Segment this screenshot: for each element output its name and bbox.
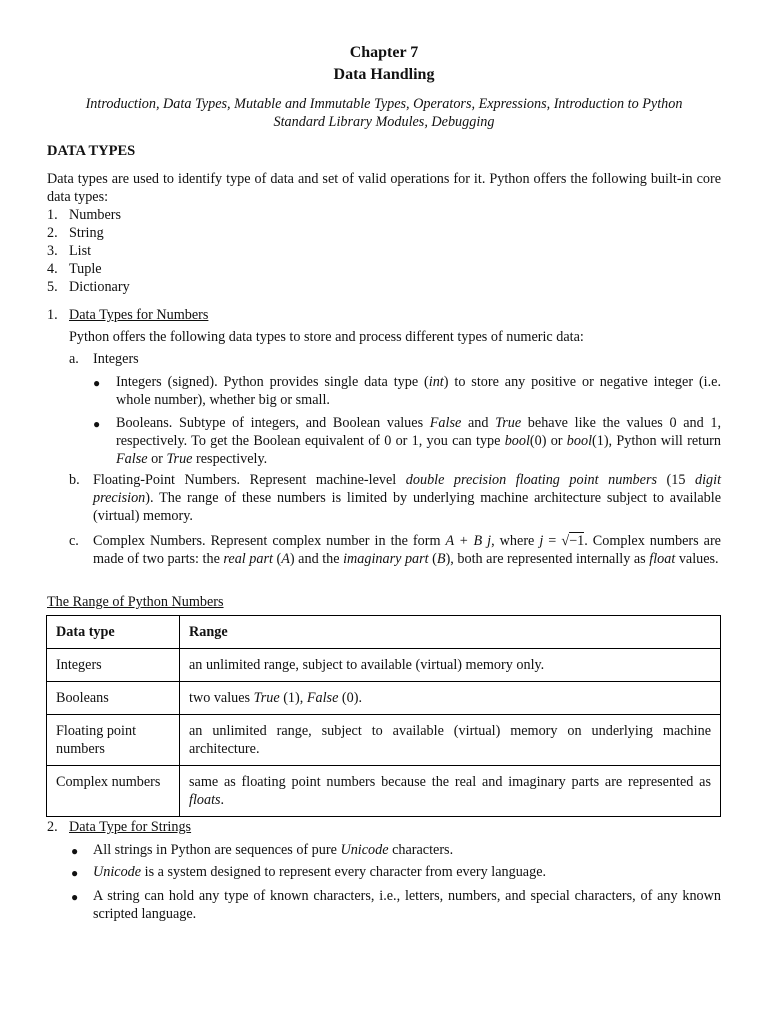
text-run: Unicode xyxy=(93,864,142,880)
cell-range xyxy=(180,682,721,715)
math-expression: = xyxy=(543,533,562,549)
text-run: bool xyxy=(566,433,593,449)
list-label: Tuple xyxy=(69,261,102,277)
text-run: behave like the values 0 and 1, respectively. To get the Boolean equivalent of 0 or 1, you can type xyxy=(116,415,721,449)
list-item xyxy=(47,278,130,296)
data-types-intro: Data types are used to identify type of data and set of valid operations for it. Python offers the following built-in core data types: xyxy=(47,171,721,205)
cell-type: Integers xyxy=(47,649,180,682)
list-label: Numbers xyxy=(69,207,122,223)
text-run: is a system designed to represent every character from every language. xyxy=(141,864,547,880)
cell-range xyxy=(180,766,721,817)
list-number: 4. xyxy=(47,261,58,277)
strings-bullet-1 xyxy=(93,841,721,859)
sqrt-sign: √ xyxy=(561,533,570,549)
text-run: ). The range of these numbers is limited by underlying machine architecture subject to available (virtual) memory. xyxy=(93,490,721,524)
text-run: bool xyxy=(504,433,530,449)
core-types-list xyxy=(47,206,130,296)
chapter-label: Chapter 7 xyxy=(349,44,419,61)
text-run: , where xyxy=(491,533,540,549)
text-run: ), both are represented internally as xyxy=(445,551,650,567)
text-run: and xyxy=(461,415,496,431)
text-run: Complex Numbers. Represent complex number in the form xyxy=(93,533,446,549)
table-row xyxy=(47,682,721,715)
list-number: 1. xyxy=(47,207,58,223)
text-run: False xyxy=(306,690,339,706)
text-run: Floating-Point Numbers. Represent machine-level xyxy=(93,472,406,488)
text-run: (0) or xyxy=(529,433,567,449)
text-run: or xyxy=(147,451,167,467)
text-run: False xyxy=(116,451,148,467)
cell-range: an unlimited range, subject to available (virtual) memory on underlying machine architecture. xyxy=(180,715,721,766)
math-expression: A + B j xyxy=(445,533,492,549)
text-run: A xyxy=(281,551,290,567)
text-run: ( xyxy=(272,551,282,567)
table-row xyxy=(47,715,721,766)
marker-b: b. xyxy=(69,472,80,488)
text-run: True xyxy=(253,690,280,706)
text-run: Integers (signed). Python provides single data type ( xyxy=(116,374,429,390)
text-run: . Complex numbers are made of two parts: the xyxy=(93,533,721,567)
section-heading-data-types: DATA TYPES xyxy=(47,143,136,159)
list-number: 2. xyxy=(47,225,58,241)
strings-heading: Data Type for Strings xyxy=(69,819,192,835)
text-run: two values xyxy=(189,690,254,706)
text-run: float xyxy=(649,551,676,567)
text-run: . xyxy=(220,792,225,808)
list-label: Dictionary xyxy=(69,279,130,295)
bullet-icon: ● xyxy=(71,844,79,858)
cell-range: an unlimited range, subject to available (virtual) memory only. xyxy=(180,649,721,682)
chapter-title: Data Handling xyxy=(333,66,435,83)
text-run: imaginary part xyxy=(343,551,429,567)
text-run: Unicode xyxy=(340,842,389,858)
numbers-number: 1. xyxy=(47,307,58,323)
table-row xyxy=(47,649,721,682)
list-item xyxy=(47,260,102,278)
integers-label: Integers xyxy=(93,351,139,367)
cell-type: Booleans xyxy=(47,682,180,715)
strings-number: 2. xyxy=(47,819,58,835)
text-run: floats xyxy=(189,792,221,808)
table-row xyxy=(47,766,721,817)
text-run: True xyxy=(166,451,193,467)
text-run: respectively. xyxy=(192,451,268,467)
text-run: real part xyxy=(223,551,273,567)
text-run: values. xyxy=(675,551,719,567)
cell-type: Complex numbers xyxy=(47,766,180,817)
complex-text xyxy=(93,532,721,568)
text-run: ) to store any positive or negative integer (i.e. whole number), whether big or small. xyxy=(116,374,722,408)
list-label: List xyxy=(69,243,92,259)
text-run: False xyxy=(429,415,462,431)
list-item xyxy=(47,224,104,242)
list-number: 5. xyxy=(47,279,58,295)
cell-type: Floating point numbers xyxy=(47,715,180,766)
chapter-topics-line2: Standard Library Modules, Debugging xyxy=(273,114,495,130)
text-run: All strings in Python are sequences of pure xyxy=(93,842,341,858)
numbers-heading: Data Types for Numbers xyxy=(69,307,209,323)
header-data-type: Data type xyxy=(47,616,180,649)
text-run: (15 xyxy=(657,472,695,488)
floating-text xyxy=(93,471,721,525)
math-expression: −1 xyxy=(569,533,585,549)
strings-bullet-3: A string can hold any type of known characters, i.e., letters, numbers, and special characters, of any known scripted language. xyxy=(93,888,721,922)
marker-a: a. xyxy=(69,351,79,367)
list-item xyxy=(47,206,122,224)
math-expression: j xyxy=(539,533,544,549)
list-label: String xyxy=(69,225,104,241)
text-run: double precision floating point numbers xyxy=(405,472,657,488)
text-run: B xyxy=(436,551,446,567)
text-run: ) and the xyxy=(289,551,344,567)
text-run: True xyxy=(495,415,522,431)
text-run: int xyxy=(428,374,444,390)
text-run: Booleans. Subtype of integers, and Boolean values xyxy=(116,415,430,431)
text-run: digit precision xyxy=(93,472,722,506)
table-header-row xyxy=(47,616,721,649)
integers-signed-text xyxy=(116,373,721,409)
strings-bullet-2 xyxy=(93,863,721,881)
table-caption: The Range of Python Numbers xyxy=(47,594,224,610)
text-run: same as floating point numbers because the real and imaginary parts are represented as xyxy=(189,774,711,790)
text-run: ( xyxy=(428,551,437,567)
chapter-topics-line1: Introduction, Data Types, Mutable and Immutable Types, Operators, Expressions, Introduction to Python xyxy=(85,96,683,112)
list-item xyxy=(47,242,92,260)
text-run: (0). xyxy=(338,690,363,706)
header-range: Range xyxy=(180,616,721,649)
numbers-intro: Python offers the following data types to store and process different types of numeric data: xyxy=(69,329,584,345)
marker-c: c. xyxy=(69,533,79,549)
bullet-icon: ● xyxy=(93,376,101,390)
list-number: 3. xyxy=(47,243,58,259)
chapter-topics xyxy=(48,95,720,131)
bullet-icon: ● xyxy=(71,890,79,904)
text-run: (1), Python will return xyxy=(592,433,721,449)
bullet-icon: ● xyxy=(71,866,79,880)
range-table xyxy=(46,615,721,817)
booleans-text xyxy=(116,414,721,468)
bullet-icon: ● xyxy=(93,417,101,431)
text-run: characters. xyxy=(388,842,454,858)
text-run: (1), xyxy=(279,690,307,706)
